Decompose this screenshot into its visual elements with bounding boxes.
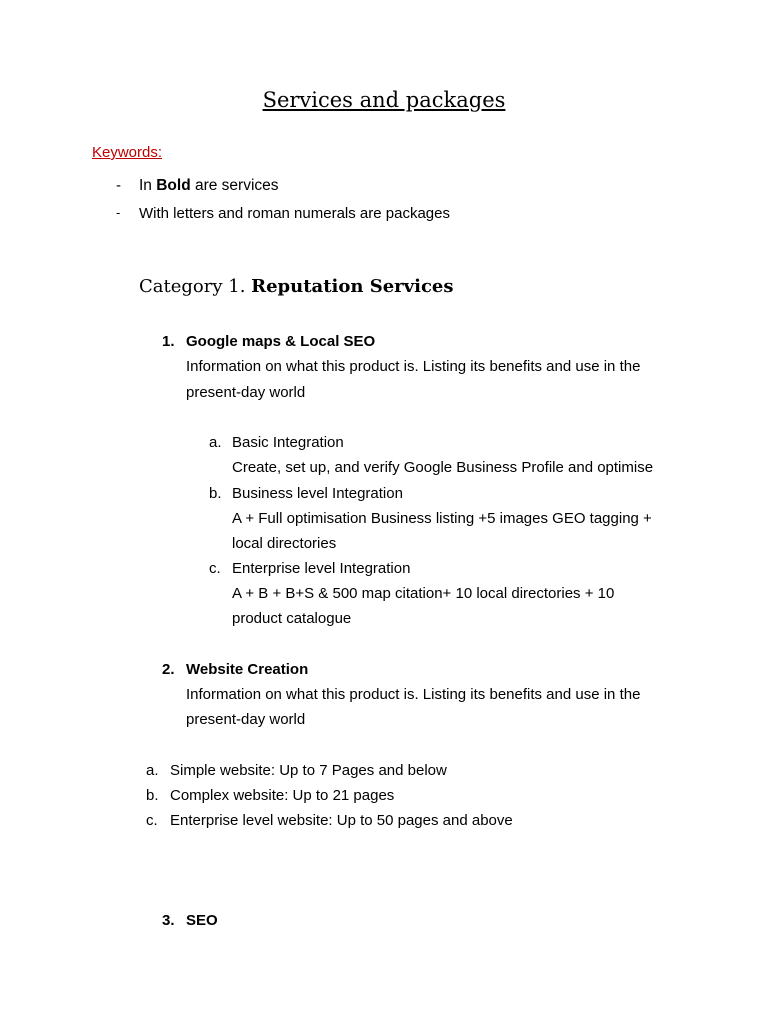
- package-detail: A + B + B+S & 500 map citation+ 10 local directories + 10: [232, 585, 615, 602]
- package-name: Basic Integration: [232, 434, 344, 451]
- document-title: Services and packages: [262, 88, 506, 112]
- category-name: Reputation Services: [251, 276, 454, 297]
- category-prefix: Category 1.: [139, 276, 252, 297]
- package-name: Enterprise level Integration: [232, 560, 411, 577]
- package-letter: b.: [209, 485, 222, 502]
- keyword-item-bold: Bold: [156, 177, 191, 194]
- keyword-item-prefix: In: [139, 177, 157, 194]
- keyword-item-services: [139, 177, 279, 195]
- package-detail: local directories: [232, 535, 337, 552]
- service-description: Information on what this product is. Listing its benefits and use in the: [186, 686, 641, 703]
- service-number: 1.: [162, 333, 175, 350]
- package-detail: Create, set up, and verify Google Business Profile and optimise: [232, 459, 654, 476]
- package-letter: a.: [146, 762, 159, 779]
- keyword-item-suffix: are services: [190, 177, 279, 194]
- package-name: Business level Integration: [232, 485, 403, 502]
- package-letter: c.: [209, 560, 221, 577]
- service-description: present-day world: [186, 711, 306, 728]
- service-number: 2.: [162, 661, 175, 678]
- service-name: Google maps & Local SEO: [186, 333, 376, 350]
- keywords-label: Keywords:: [92, 144, 163, 161]
- package-name: Simple website: Up to 7 Pages and below: [170, 762, 447, 779]
- package-name: Complex website: Up to 21 pages: [170, 787, 395, 804]
- package-name: Enterprise level website: Up to 50 pages and above: [170, 812, 513, 829]
- package-detail: product catalogue: [232, 610, 352, 627]
- package-detail: A + Full optimisation Business listing +5 images GEO tagging +: [232, 510, 652, 527]
- package-letter: b.: [146, 787, 159, 804]
- service-name: SEO: [186, 912, 218, 929]
- service-name: Website Creation: [186, 661, 309, 678]
- category-heading: [139, 276, 454, 297]
- service-description: Information on what this product is. Listing its benefits and use in the: [186, 358, 641, 375]
- service-description: present-day world: [186, 384, 306, 401]
- keyword-item-packages: With letters and roman numerals are packages: [139, 205, 450, 222]
- bullet-dash: -: [116, 205, 121, 220]
- package-letter: c.: [146, 812, 158, 829]
- service-number: 3.: [162, 912, 175, 929]
- package-letter: a.: [209, 434, 222, 451]
- bullet-dash: -: [116, 177, 121, 194]
